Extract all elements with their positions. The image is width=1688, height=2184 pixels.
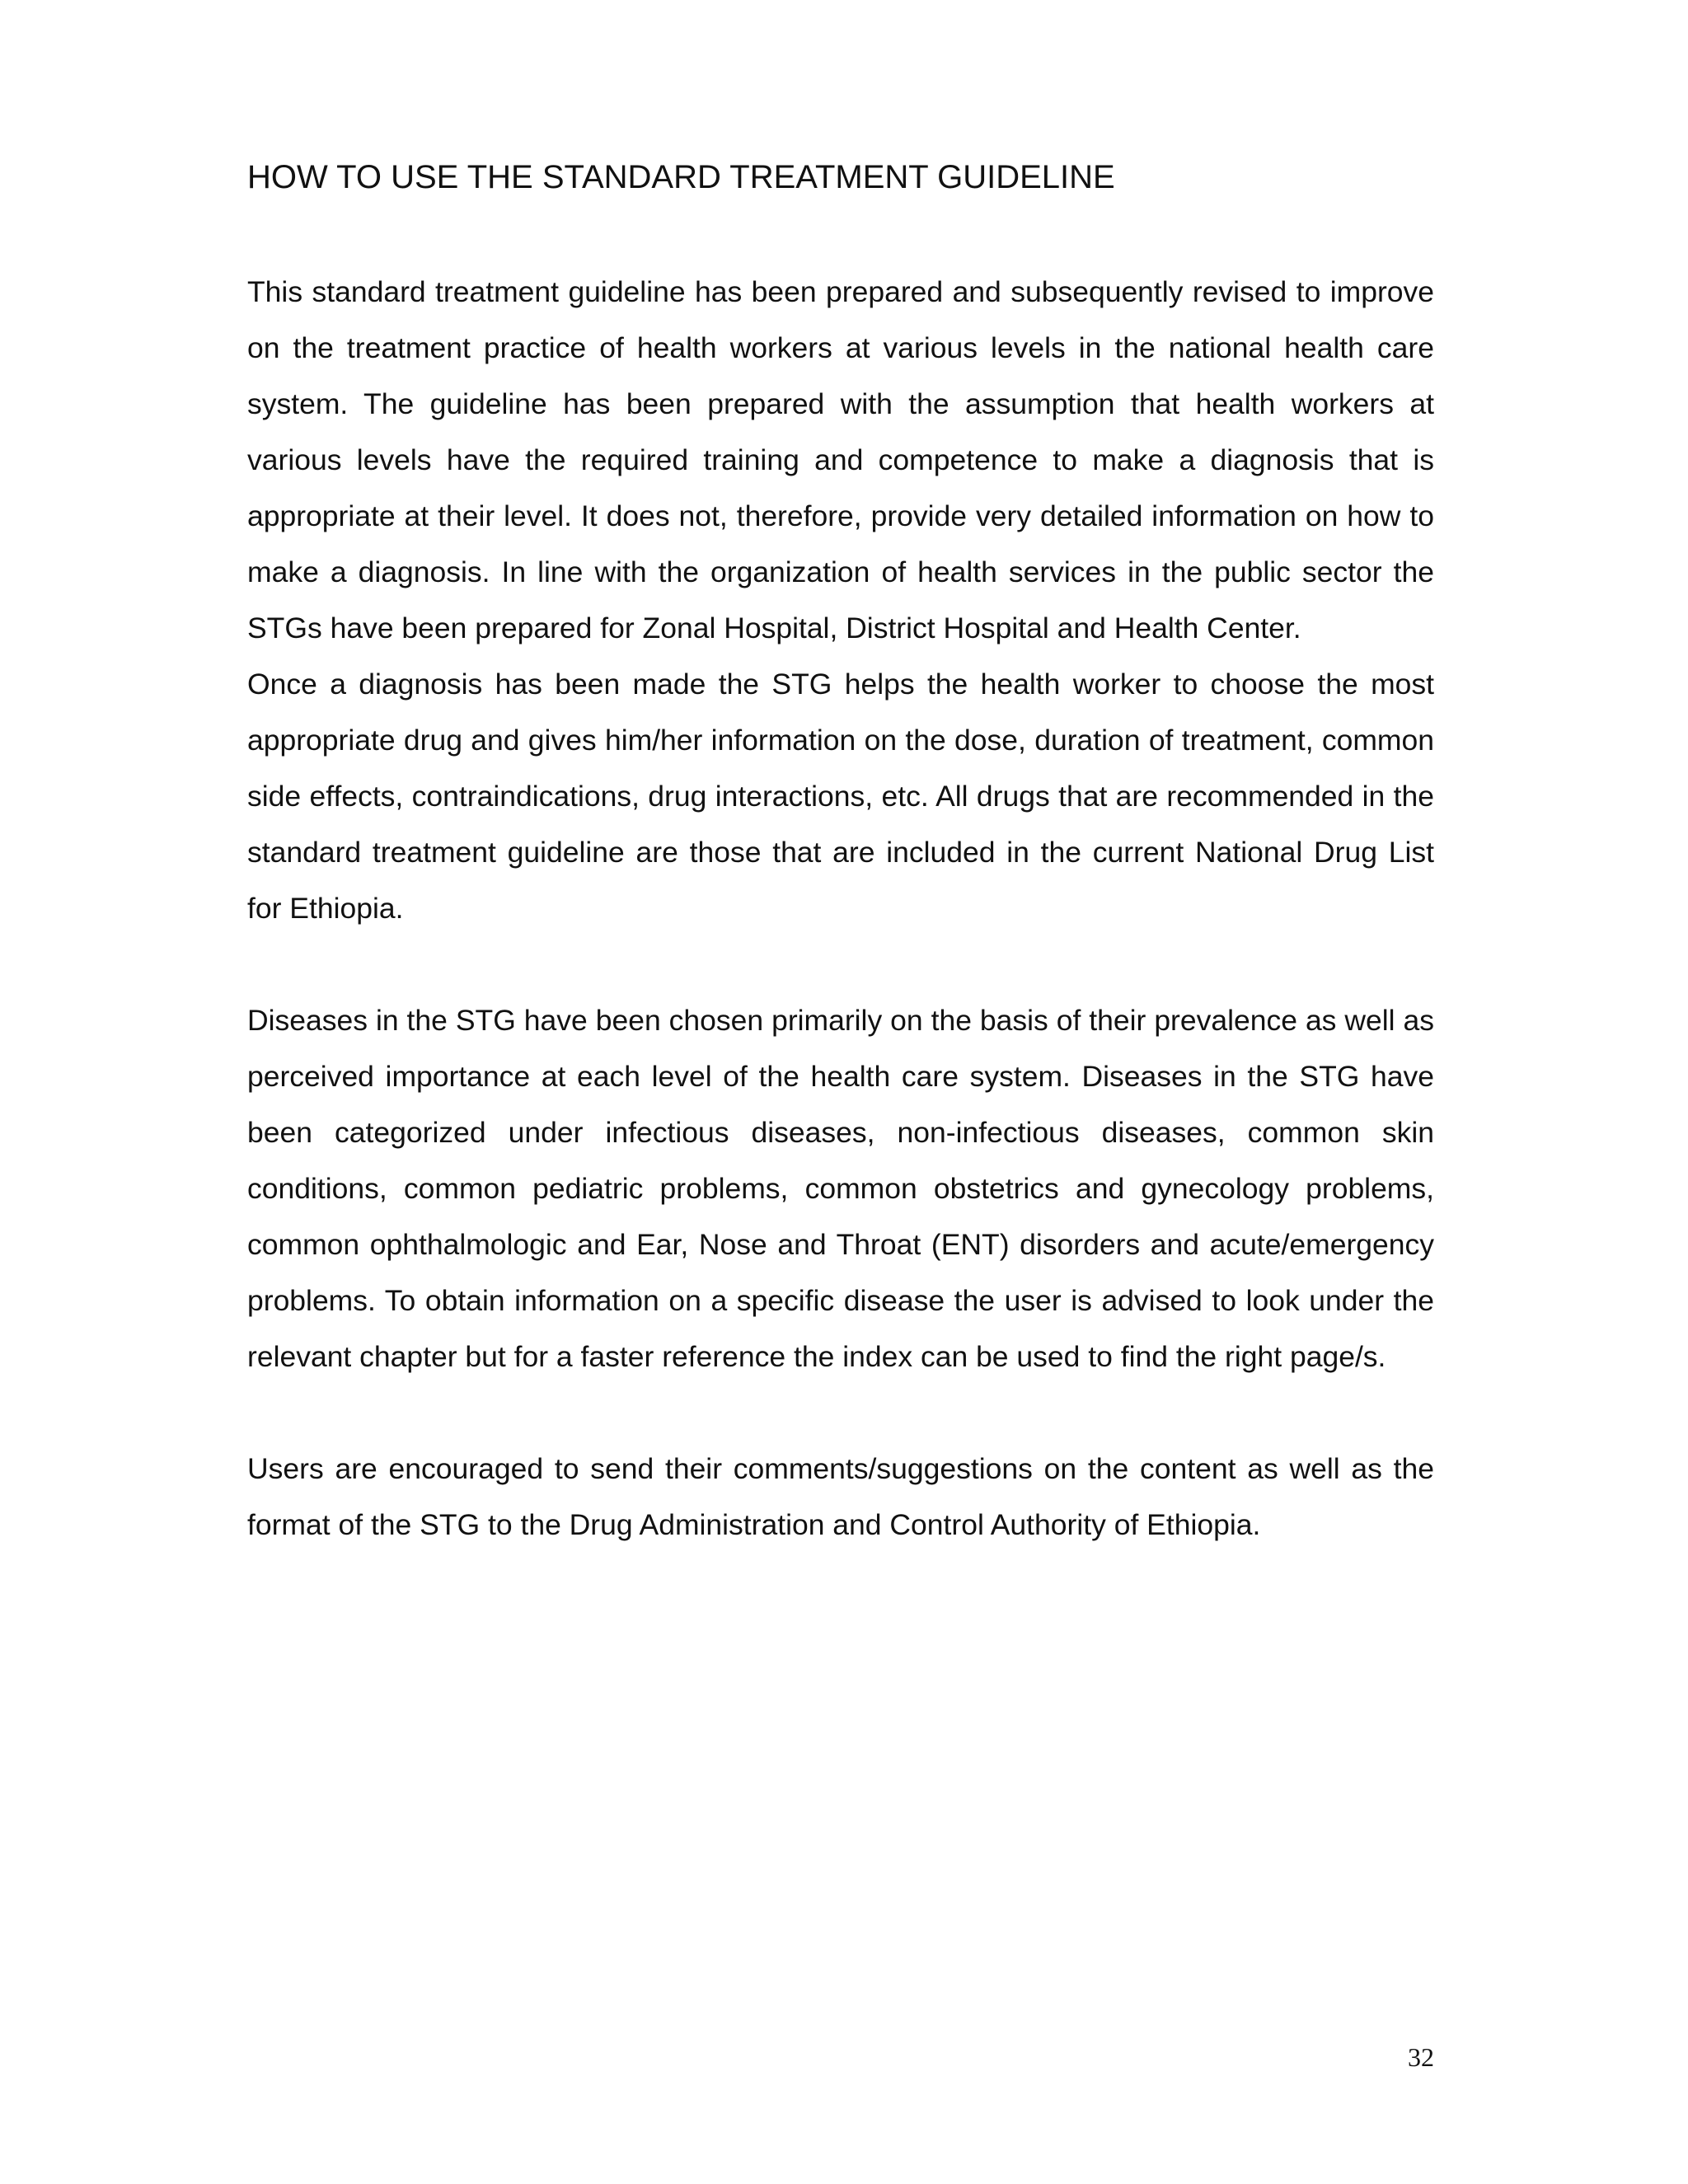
spacer: [247, 198, 1434, 264]
paragraph-drug-selection: Once a diagnosis has been made the STG helps the health worker to choose the most appropriate drug and gives him/her information on the dose, duration of treatment, common side effects, contraindications, drug interactions, etc. All drugs that are recommended in the standard treatment guideline are those that are included in the current National Drug List for Ethiopia.: [247, 668, 1434, 925]
page-number: 32: [1408, 2042, 1434, 2072]
spacer: [247, 936, 1434, 992]
paragraph-purpose: This standard treatment guideline has been prepared and subsequently revised to improve on the treatment practice of health workers at various levels in the national health care system. The guideline has been prepared with the assumption that health workers at various levels have the required training and competence to make a diagnosis that is appropriate at their level. It does not, therefore, provide very detailed information on how to make a diagnosis. In line with the organization of health services in the public sector the STGs have been prepared for Zonal Hospital, District Hospital and Health Center.: [247, 275, 1434, 644]
paragraph-feedback: Users are encouraged to send their comments/suggestions on the content as well as the format of the STG to the Drug Administration and Control Authority of Ethiopia.: [247, 1452, 1434, 1541]
page-content: [247, 157, 1434, 1553]
spacer: [247, 1385, 1434, 1441]
paragraph-diseases: Diseases in the STG have been chosen primarily on the basis of their prevalence as well as perceived importance at each level of the health care system. Diseases in the STG have been categorized under infectious diseases, non-infectious diseases, common skin conditions, common pediatric problems, common obstetrics and gynecology problems, common ophthalmologic and Ear, Nose and Throat (ENT) disorders and acute/emergency problems. To obtain information on a specific disease the user is advised to look under the relevant chapter but for a faster reference the index can be used to find the right page/s.: [247, 1004, 1434, 1373]
section-heading: HOW TO USE THE STANDARD TREATMENT GUIDELINE: [247, 159, 1115, 195]
